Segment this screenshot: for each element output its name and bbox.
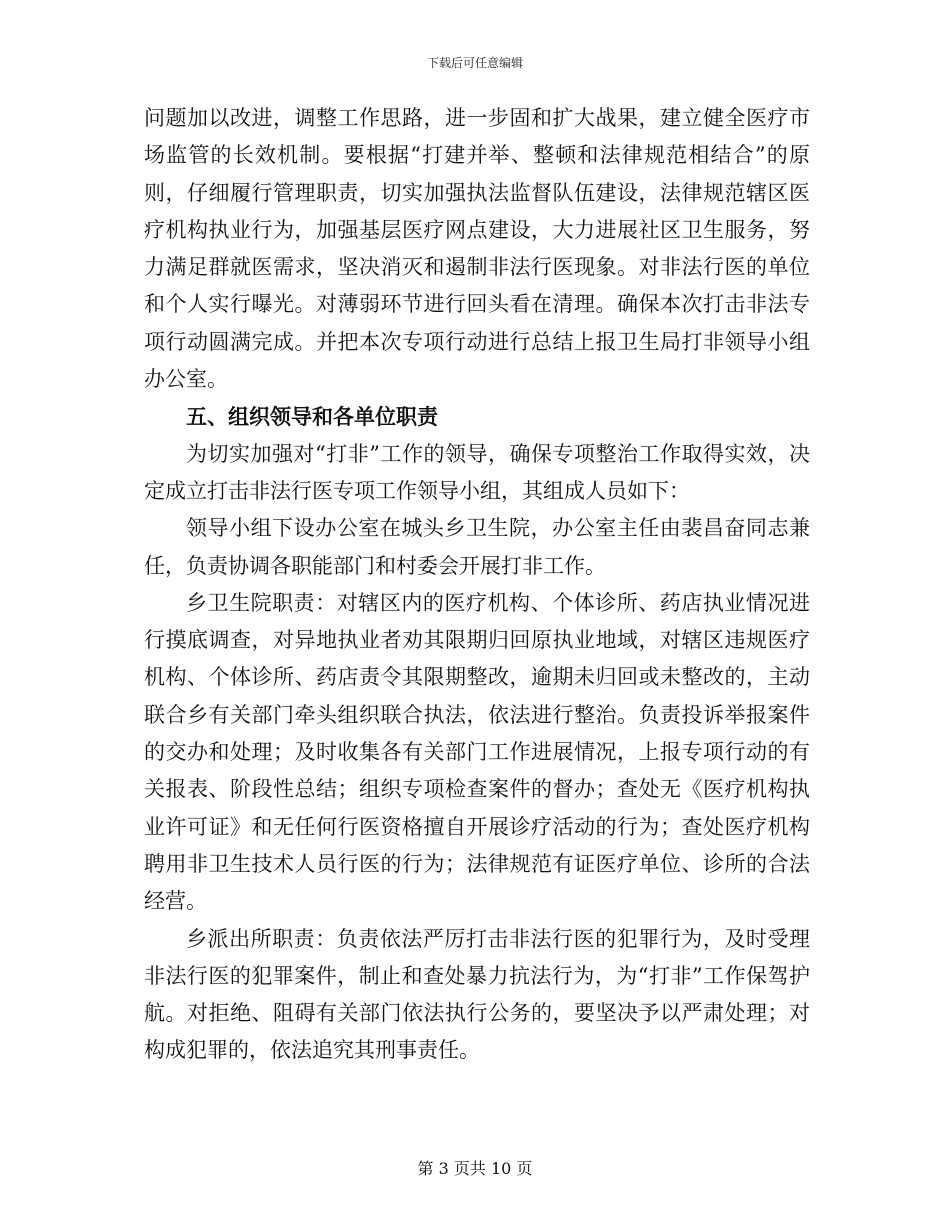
paragraph-health-center-duties: 乡卫生院职责：对辖区内的医疗机构、个体诊所、药店执业情况进行摸底调查，对异地执业者劝其限期归回原执业地域，对辖区违规医疗机构、个体诊所、药店责令其限期整改，逾期未归回或未整改的，主动联合乡有关部门牵头组织联合执法，依法进行整治。负责投诉举报案件的交办和处理；及时收集各有关部门工作进展情况，上报专项行动的有关报表、阶段性总结；组织专项检查案件的督办；查处无《医疗机构执业许可证》和无任何行医资格擅自开展诊疗活动的行为；查处医疗机构聘用非卫生技术人员行医的行为；法律规范有证医疗单位、诊所的合法经营。 <box>144 590 810 914</box>
paragraph-police-duties: 乡派出所职责：负责依法严厉打击非法行医的犯罪行为，及时受理非法行医的犯罪案件，制止和查处暴力抗法行为，为“打非”工作保驾护航。对拒绝、阻碍有关部门依法执行公务的，要坚决予以严肃处理；对构成犯罪的，依法追究其刑事责任。 <box>144 926 810 1063</box>
page-number: 第 3 页共 10 页 <box>417 1159 533 1178</box>
document-body <box>144 100 810 1070</box>
paragraph-continuation: 问题加以改进，调整工作思路，进一步固和扩大战果，建立健全医疗市场监管的长效机制。要根据“打建并举、整顿和法律规范相结合”的原则，仔细履行管理职责，切实加强执法监督队伍建设，法律规范辖区医疗机构执业行为，加强基层医疗网点建设，大力进展社区卫生服务，努力满足群就医需求，坚决消灭和遏制非法行医现象。对非法行医的单位和个人实行曝光。对薄弱环节进行回头看在清理。确保本次打击非法专项行动圆满完成。并把本次专项行动进行总结上报卫生局打非领导小组办公室。 <box>144 106 810 392</box>
section-heading: 五、组织领导和各单位职责 <box>186 404 438 430</box>
paragraph-leadership: 为切实加强对“打非”工作的领导，确保专项整治工作取得实效，决定成立打击非法行医专项工作领导小组，其组成人员如下： <box>144 441 810 503</box>
page-header: 下载后可任意编辑 <box>426 56 523 70</box>
paragraph-office: 领导小组下设办公室在城头乡卫生院，办公室主任由裴昌奋同志兼任，负责协调各职能部门和村委会开展打非工作。 <box>144 516 810 578</box>
